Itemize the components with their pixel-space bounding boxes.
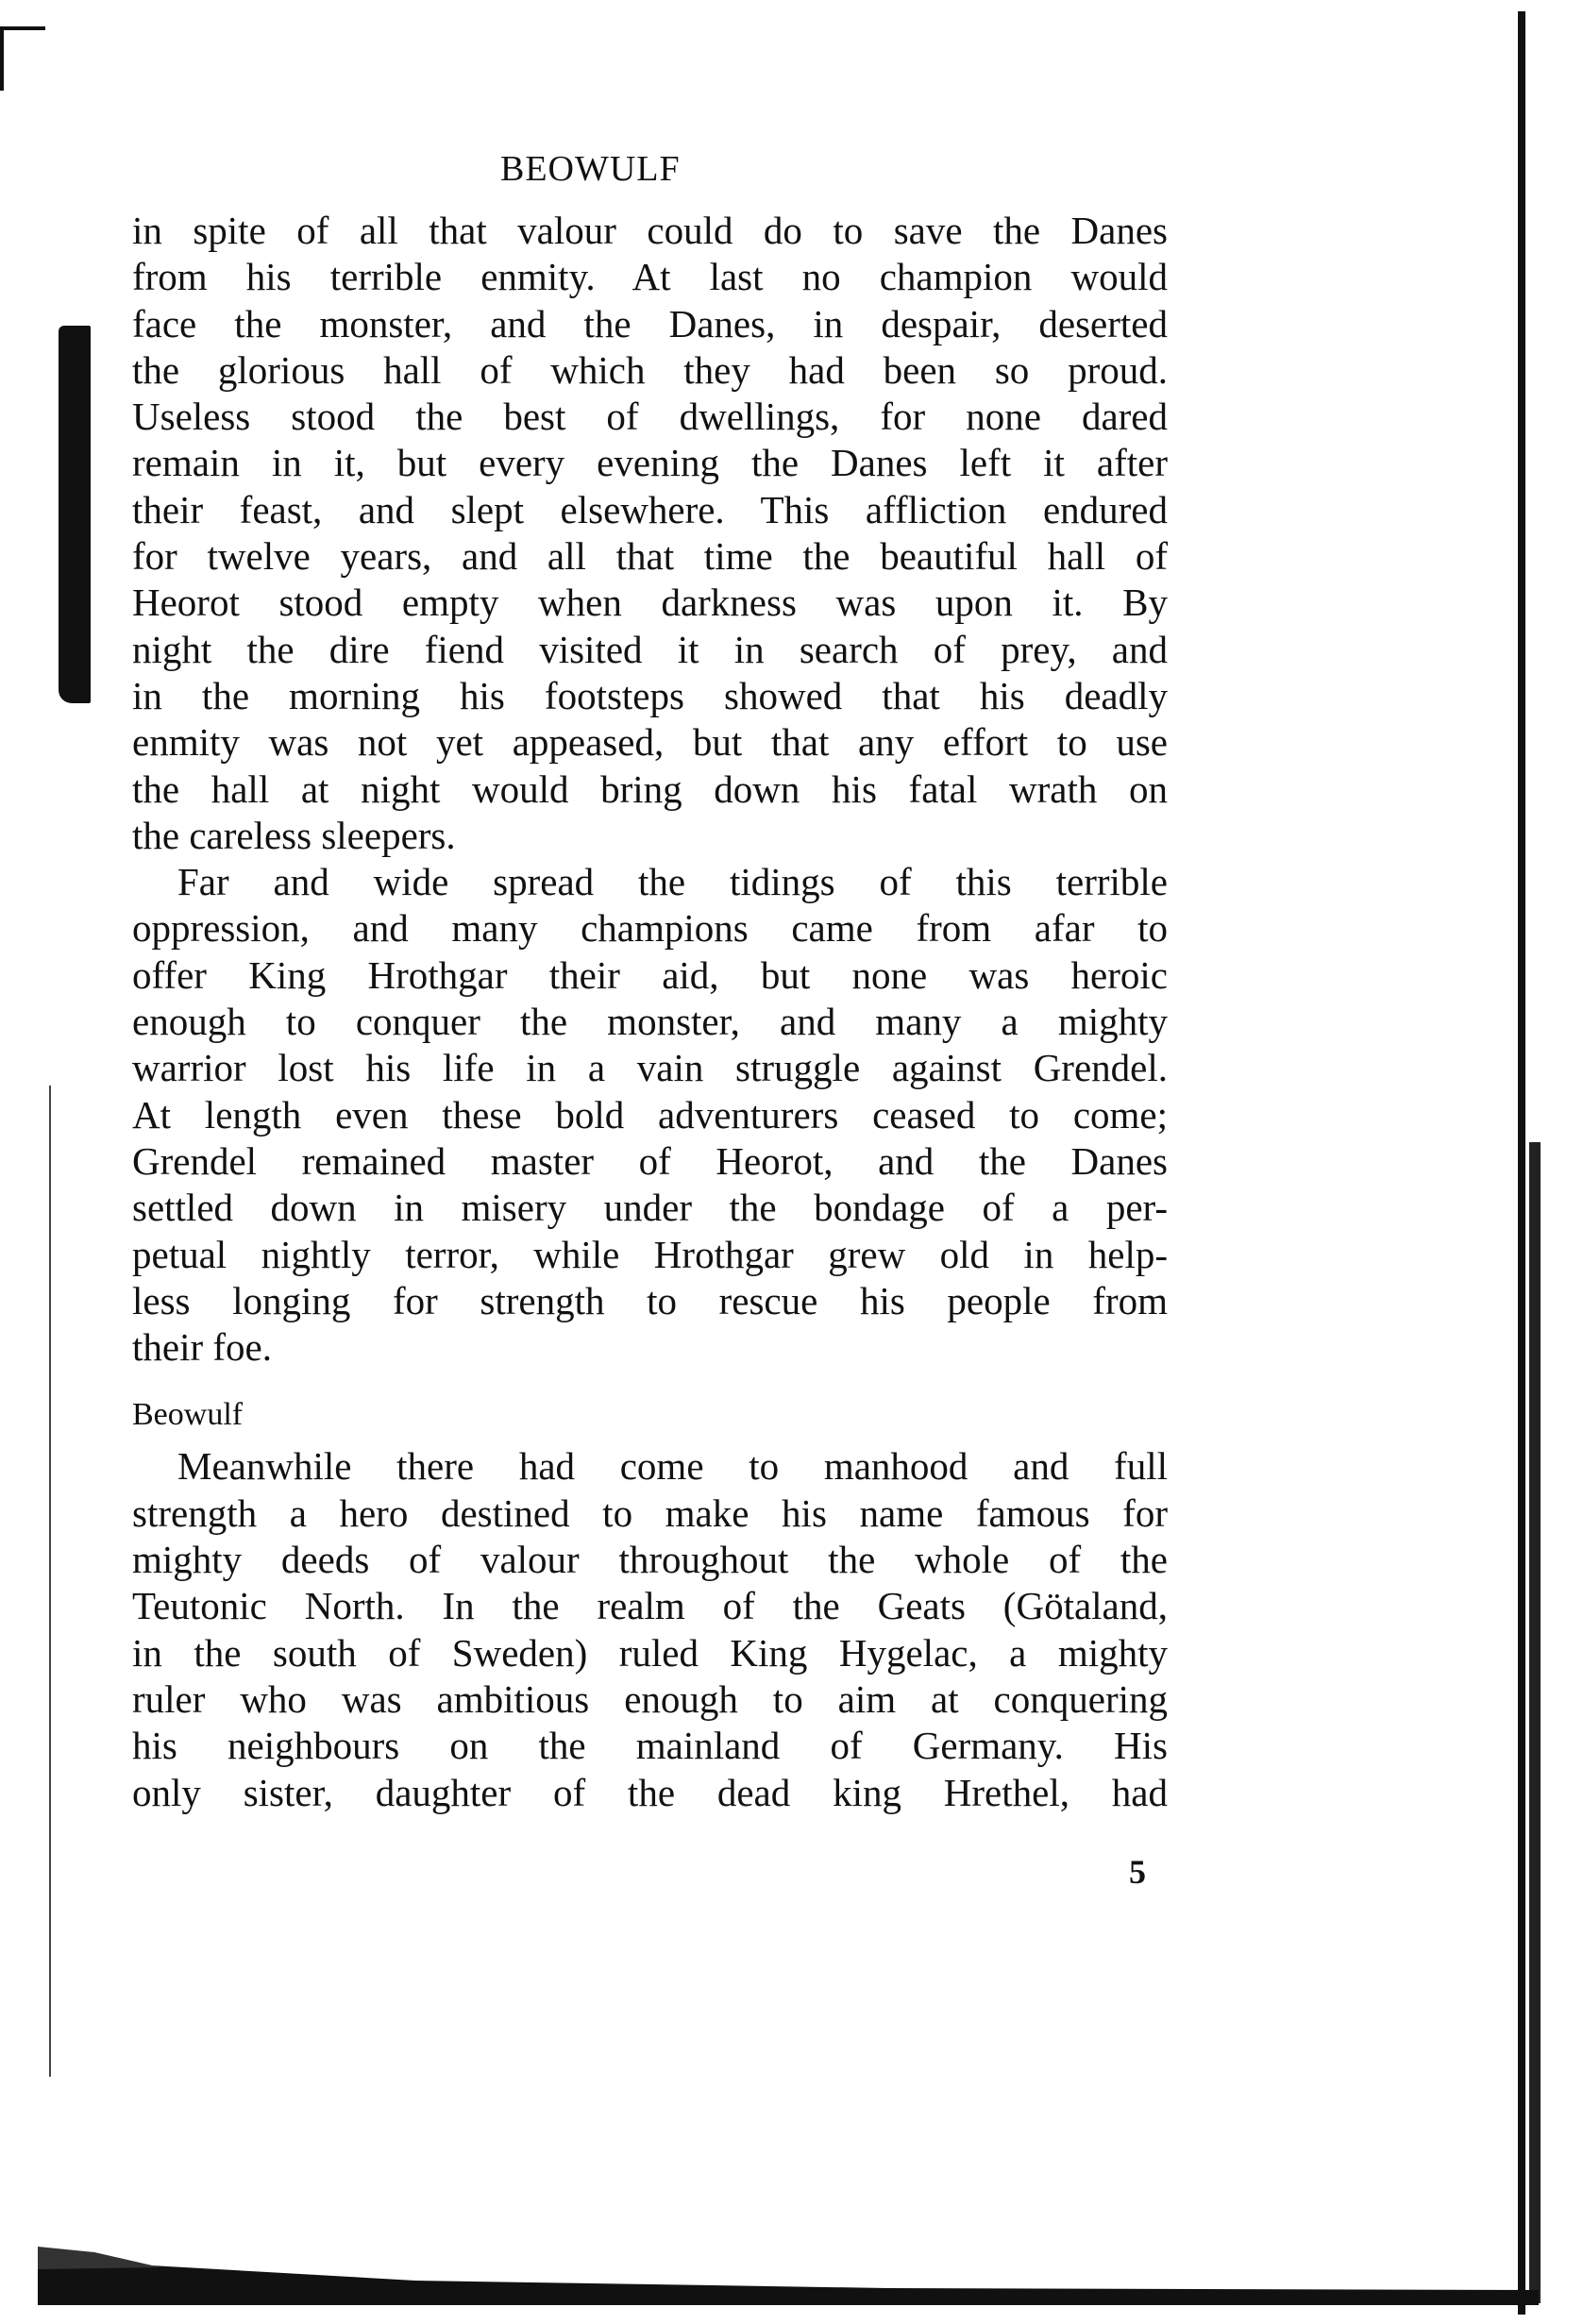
text-line: in the south of Sweden) ruled King Hygelac, a mighty	[132, 1630, 1168, 1675]
text-line: only sister, daughter of the dead king Hrethel, had	[132, 1770, 1168, 1814]
text-line: enough to conquer the monster, and many a mighty	[132, 1000, 1168, 1044]
scan-bottom-edge-wedge	[38, 2247, 1539, 2313]
text-line: their foe.	[132, 1325, 272, 1370]
text-line: Far and wide spread the tidings of this terrible	[177, 860, 1168, 904]
text-line: their feast, and slept elsewhere. This affliction endured	[132, 487, 1168, 531]
paragraph-1	[132, 208, 1168, 859]
text-line: Heorot stood empty when darkness was upon it. By	[132, 581, 1168, 625]
text-line: night the dire fiend visited it in search of prey, and	[132, 627, 1168, 671]
scan-corner-mark-vertical	[0, 26, 4, 91]
body-text	[132, 208, 1168, 1816]
text-line: the glorious hall of which they had been so proud.	[132, 347, 1168, 392]
text-line: from his terrible enmity. At last no champion would	[132, 255, 1168, 299]
text-line: Meanwhile there had come to manhood and full	[177, 1444, 1168, 1489]
text-line: for twelve years, and all that time the beautiful hall of	[132, 534, 1168, 579]
text-line: ruler who was ambitious enough to aim at conquering	[132, 1676, 1168, 1721]
text-line: Grendel remained master of Heorot, and the Danes	[132, 1138, 1168, 1183]
text-line: the careless sleepers.	[132, 813, 456, 857]
text-line: in the morning his footsteps showed that his deadly	[132, 673, 1168, 717]
text-line: less longing for strength to rescue his people from	[132, 1278, 1168, 1322]
text-line: petual nightly terror, while Hrothgar grew old in help-	[132, 1232, 1168, 1276]
text-line: mighty deeds of valour throughout the whole of the	[132, 1538, 1168, 1582]
text-line: offer King Hrothgar their aid, but none was heroic	[132, 952, 1168, 997]
text-line: enmity was not yet appeased, but that any effort to use	[132, 720, 1168, 765]
scan-corner-mark-horizontal	[0, 26, 45, 30]
text-line: strength a hero destined to make his name famous for	[132, 1490, 1168, 1535]
text-line: settled down in misery under the bondage of a per-	[132, 1186, 1168, 1230]
scan-left-smudge	[59, 326, 91, 703]
text-line: warrior lost his life in a vain struggle against Grendel.	[132, 1046, 1168, 1090]
text-line: the hall at night would bring down his fatal wrath on	[132, 766, 1168, 811]
text-line: Teutonic North. In the realm of the Geats (Götaland,	[132, 1584, 1168, 1628]
text-line: Useless stood the best of dwellings, for none dared	[132, 395, 1168, 439]
text-line: face the monster, and the Danes, in despair, deserted	[132, 301, 1168, 345]
page-number: 5	[1129, 1853, 1146, 1891]
paragraph-2	[132, 859, 1168, 1371]
section-heading: Beowulf	[132, 1397, 244, 1433]
text-line: remain in it, but every evening the Danes left it after	[132, 441, 1168, 485]
scan-right-edge-bar	[1518, 11, 1525, 2315]
text-line: oppression, and many champions came from afar to	[132, 906, 1168, 951]
scan-right-edge-shadow	[1529, 1142, 1541, 2303]
text-line: At length even these bold adventurers ceased to come;	[132, 1092, 1168, 1137]
scan-left-edge-line	[49, 1086, 51, 2077]
text-line: his neighbours on the mainland of Germany. His	[132, 1724, 1168, 1768]
text-line: in spite of all that valour could do to save the Danes	[132, 209, 1168, 252]
running-head: BEOWULF	[500, 149, 681, 189]
paragraph-3	[132, 1443, 1168, 1815]
